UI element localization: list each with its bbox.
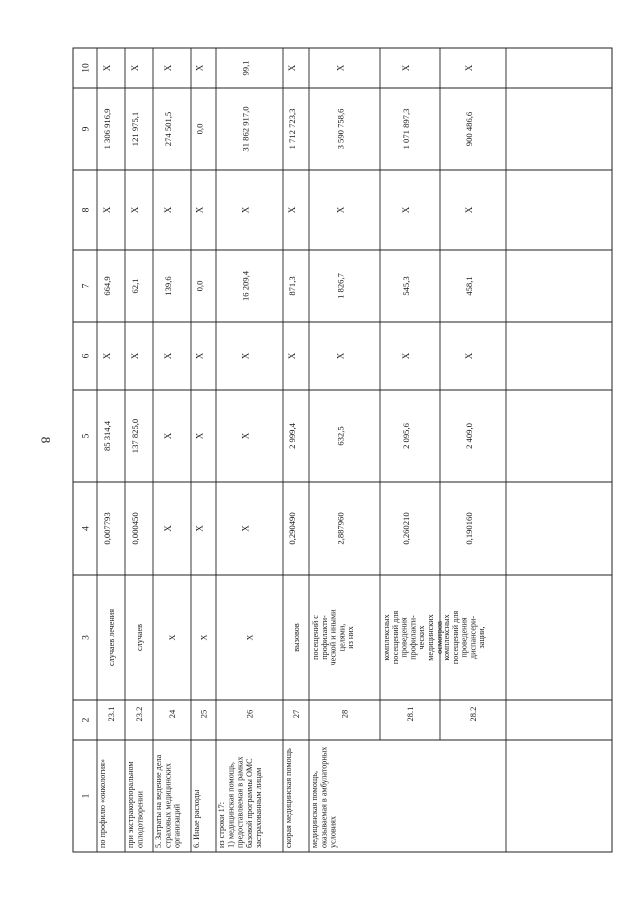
cell-x-mark: [464, 64, 474, 71]
cell-row-number-text: 26: [244, 709, 255, 719]
cell-name-line: базовой программы ОМС: [244, 758, 254, 848]
cell-name-line: 5. Затраты на ведение дела: [154, 754, 163, 848]
cell-unit-line: диспансери-: [468, 615, 478, 660]
cell-value-text: 0,000450: [130, 512, 140, 545]
cell-x-text: X: [102, 64, 112, 72]
cell-x-text: X: [287, 64, 297, 72]
cell-value-text: 0,0: [194, 123, 205, 135]
cell-value: [287, 276, 297, 295]
column-header-label: 6: [81, 353, 92, 359]
cell-x-mark: [336, 352, 346, 359]
cell-x-mark: [195, 432, 205, 439]
cell-value: [401, 422, 411, 448]
cell-value-text: 2 095,6: [401, 423, 411, 449]
cell-name: [217, 756, 263, 848]
cell-name-line: страховых медицинских: [163, 763, 173, 848]
column-header: [82, 793, 92, 798]
cell-row-number-text: 28.2: [468, 706, 478, 722]
cell-value: [195, 281, 205, 292]
column-header-label: 2: [81, 717, 92, 723]
cell-value: [130, 112, 140, 146]
cell-unit: [382, 611, 444, 664]
cell-x-mark: [102, 352, 112, 359]
cell-x-mark: [102, 64, 112, 71]
cell-value-text: 62,1: [130, 278, 140, 294]
cell-row-number-text: 24: [167, 709, 177, 719]
cell-value: [102, 276, 112, 295]
cell-name-line: при экстракорпоральном: [126, 761, 135, 848]
cell-name: [192, 789, 201, 848]
cell-x-text: X: [163, 525, 173, 532]
cell-x-text: X: [163, 352, 173, 360]
cell-value: [102, 109, 112, 150]
cell-name-line: скорая медицинская помощь: [284, 748, 293, 848]
cell-value-text: 2 999,4: [287, 423, 297, 449]
cell-value-text: 1 712 723,3: [287, 108, 297, 150]
cell-x-text: X: [240, 525, 251, 532]
cell-value-text: 274 501,5: [163, 111, 173, 147]
cell-unit: [311, 609, 355, 666]
cell-row-number: [468, 707, 478, 722]
cell-value-text: 0,260210: [401, 512, 411, 545]
cell-value-text: 99,1: [240, 60, 251, 76]
cell-x-text: X: [464, 206, 474, 214]
cell-value: [130, 278, 140, 293]
cell-x-mark: [241, 432, 251, 439]
cell-x-text: X: [401, 64, 411, 72]
cell-value: [287, 512, 297, 544]
cell-unit-line: из них: [346, 626, 356, 649]
cell-value-text: 3 590 758,6: [335, 108, 346, 150]
cell-x-text: X: [163, 432, 173, 440]
cell-value: [287, 422, 297, 448]
cell-name-line: оплодотворении: [135, 791, 145, 848]
cell-value: [401, 512, 411, 544]
cell-x-mark: [287, 64, 297, 71]
cell-x-mark: [241, 352, 251, 359]
cell-x-mark: [464, 352, 474, 359]
column-header: [82, 526, 92, 531]
cell-x-text: X: [194, 64, 205, 72]
cell-value-text: 0,0: [194, 280, 205, 292]
cell-value-text: 121 975,1: [130, 111, 140, 147]
cell-row-number-text: 25: [198, 709, 209, 719]
cell-x-mark: [401, 352, 411, 359]
column-header-label: 7: [81, 283, 92, 289]
cell-value-text: 664,9: [102, 276, 112, 296]
cell-value-text: 0,007793: [102, 512, 112, 545]
cell-value-text: 1 826,7: [335, 273, 346, 299]
column-header-label: 4: [81, 526, 92, 531]
cell-x-text: X: [335, 206, 346, 214]
cell-value: [464, 423, 474, 449]
cell-x-text: X: [194, 525, 205, 532]
cell-x-text: X: [130, 206, 140, 214]
cell-x-mark: [241, 206, 251, 213]
cell-x-mark: [130, 352, 140, 359]
cell-value: [102, 512, 112, 544]
cell-x-text: X: [287, 206, 297, 214]
cell-unit-line: осмотров: [434, 621, 444, 654]
cell-name-line: 6. Иные расходы: [192, 789, 201, 848]
cell-value: [336, 512, 346, 544]
cell-unit-line: профилакти-: [408, 615, 418, 660]
cell-x-text: X: [130, 64, 140, 72]
cell-value-text: 0,190160: [464, 512, 474, 545]
cell-x-text: X: [464, 352, 474, 360]
cell-unit-line: ческой и иными: [328, 609, 338, 666]
cell-unit-line: целями,: [337, 623, 347, 652]
cell-name-line: организаций: [172, 804, 182, 848]
cell-unit-line: комплексных: [442, 614, 451, 661]
cell-value-text: 632,5: [335, 426, 346, 446]
cell-x-mark: [163, 352, 173, 359]
cell-value-text: 16 209,4: [240, 270, 251, 302]
cell-unit-line: комплексных: [382, 614, 391, 661]
cell-value-text: 137 825,0: [130, 418, 140, 454]
cell-value: [241, 106, 251, 151]
cell-row-number-text: 23.2: [134, 706, 144, 722]
cell-unit-text: X: [168, 634, 177, 641]
column-header: [82, 126, 92, 131]
cell-x-text: X: [102, 206, 112, 214]
cell-x-text: X: [102, 352, 112, 360]
cell-value-text: 871,3: [287, 276, 297, 296]
cell-x-text: X: [240, 432, 251, 440]
cell-unit-line: проведения: [399, 617, 409, 658]
cell-row-number-text: 23.1: [106, 706, 116, 722]
cell-unit: [246, 634, 255, 640]
cell-name-line: по профилю «онкология»: [98, 759, 107, 848]
cell-x-mark: [102, 206, 112, 213]
column-header-label: 5: [81, 433, 92, 439]
cell-value-text: 545,3: [401, 276, 411, 296]
cell-unit-line: посещений для: [390, 610, 400, 665]
cell-unit-line: профилакти-: [319, 615, 329, 660]
cell-x-mark: [241, 525, 251, 532]
cell-unit-line: ческих: [417, 625, 427, 650]
cell-x-mark: [401, 64, 411, 71]
cell-value: [336, 272, 346, 298]
cell-unit-line: зации,: [477, 626, 487, 649]
column-header-label: 1: [81, 793, 92, 799]
cell-name: [154, 754, 182, 848]
cell-x-text: X: [163, 64, 173, 72]
cell-value: [130, 512, 140, 544]
column-header: [82, 433, 92, 438]
cell-value-text: 900 486,6: [464, 111, 474, 147]
cell-unit-line: проведения: [459, 617, 469, 658]
cell-x-mark: [163, 64, 173, 71]
cell-name-line: условиях: [328, 815, 338, 848]
column-header: [82, 717, 92, 722]
cell-unit-text: случаев лечения: [107, 609, 116, 666]
column-header: [82, 353, 92, 358]
cell-value: [464, 111, 474, 146]
cell-name-line: застрахованным лицам: [254, 767, 264, 848]
column-header-label: 3: [81, 635, 92, 640]
cell-row-number-text: 27: [291, 709, 301, 719]
cell-value-text: 85 314,4: [102, 420, 112, 452]
cell-value-text: 458,1: [464, 276, 474, 296]
cell-x-mark: [464, 206, 474, 213]
cell-unit-line: посещений для: [450, 610, 460, 665]
cell-value: [163, 112, 173, 146]
cell-row-number: [291, 710, 301, 719]
cell-value: [464, 276, 474, 295]
cell-unit-text: случаев: [135, 623, 144, 652]
cell-x-mark: [195, 525, 205, 532]
column-header: [82, 207, 92, 212]
cell-x-text: X: [401, 352, 411, 360]
cell-x-text: X: [194, 432, 205, 440]
table-border: [73, 48, 612, 852]
cell-value: [241, 60, 251, 75]
cell-x-mark: [130, 64, 140, 71]
cell-x-mark: [195, 352, 205, 359]
column-header-label: 8: [81, 207, 92, 213]
cell-row-number: [106, 707, 116, 722]
cell-value: [287, 109, 297, 150]
cell-x-mark: [163, 525, 173, 532]
cell-unit-line: посещений с: [311, 615, 320, 660]
cell-x-text: X: [130, 352, 140, 360]
cell-unit: [168, 634, 177, 640]
cell-name-line: оказываемая в амбулаторных: [319, 746, 329, 848]
cell-x-mark: [336, 206, 346, 213]
cell-unit: [442, 611, 486, 664]
cell-unit-line: медицинских: [426, 614, 435, 661]
cell-value: [102, 420, 112, 451]
cell-row-number: [167, 709, 177, 718]
column-header: [82, 283, 92, 288]
cell-unit-text: вызовов: [292, 623, 301, 652]
cell-x-mark: [336, 64, 346, 71]
cell-x-text: X: [194, 206, 205, 214]
cell-unit: [292, 623, 301, 652]
cell-row-number: [245, 710, 255, 719]
cell-x-text: X: [287, 352, 297, 360]
cell-value-text: 2 409,0: [464, 423, 474, 449]
cell-x-mark: [163, 206, 173, 213]
cell-x-mark: [130, 206, 140, 213]
cell-x-text: X: [401, 206, 411, 214]
cell-x-text: X: [163, 206, 173, 214]
cell-name-line: из строки 17:: [217, 801, 226, 848]
cell-name: [98, 759, 107, 848]
cell-value-text: 2,887960: [335, 512, 346, 545]
cell-value-text: 1 071 897,3: [401, 108, 411, 150]
page-number: 8: [38, 436, 54, 444]
cell-unit: [107, 609, 116, 666]
cell-row-number-text: 28: [339, 709, 350, 719]
cell-x-mark: [195, 206, 205, 213]
cell-value: [195, 124, 205, 135]
cell-x-text: X: [194, 352, 205, 360]
cell-x-text: X: [335, 352, 346, 360]
cell-x-mark: [401, 206, 411, 213]
cell-x-mark: [195, 64, 205, 71]
cell-unit: [200, 634, 209, 640]
cell-row-number: [134, 707, 144, 722]
cell-x-text: X: [240, 352, 251, 360]
cell-unit-text: X: [199, 634, 209, 641]
cell-value: [241, 270, 251, 301]
cell-value: [130, 419, 140, 453]
cell-x-text: X: [464, 64, 474, 72]
cell-unit-text: X: [245, 634, 255, 641]
cell-name-line: 1) медицинская помощь,: [226, 762, 236, 848]
cell-name: [126, 761, 144, 848]
cell-row-number-text: 28.1: [405, 706, 415, 722]
cell-name-line: медицинская помощь,: [310, 770, 319, 848]
cell-value-text: 31 862 917,0: [240, 106, 251, 152]
column-header: [82, 63, 92, 73]
cell-row-number: [199, 710, 209, 719]
cell-row-number: [340, 710, 350, 719]
cell-row-number: [405, 707, 415, 722]
cell-x-mark: [163, 432, 173, 439]
cell-value: [401, 109, 411, 150]
cell-value: [163, 276, 173, 296]
cell-x-mark: [287, 206, 297, 213]
cell-value-text: 139,6: [163, 276, 173, 296]
cell-value: [336, 426, 346, 445]
table-grid: [73, 48, 612, 852]
cell-name: [284, 748, 293, 848]
column-header-label: 10: [81, 63, 92, 73]
cell-x-text: X: [335, 64, 346, 72]
cell-value-text: 0,290490: [287, 512, 297, 545]
cell-x-text: X: [240, 206, 251, 214]
cell-x-mark: [287, 352, 297, 359]
cell-value: [336, 108, 346, 150]
cell-value: [401, 276, 411, 295]
cell-value-text: 1 306 916,9: [102, 108, 112, 150]
column-header-label: 9: [81, 126, 92, 132]
cell-name-line: предоставляемая в рамках: [235, 756, 245, 848]
cell-value: [464, 512, 474, 544]
column-header: [82, 635, 92, 640]
cell-name: [310, 747, 338, 848]
cell-unit: [135, 624, 144, 651]
